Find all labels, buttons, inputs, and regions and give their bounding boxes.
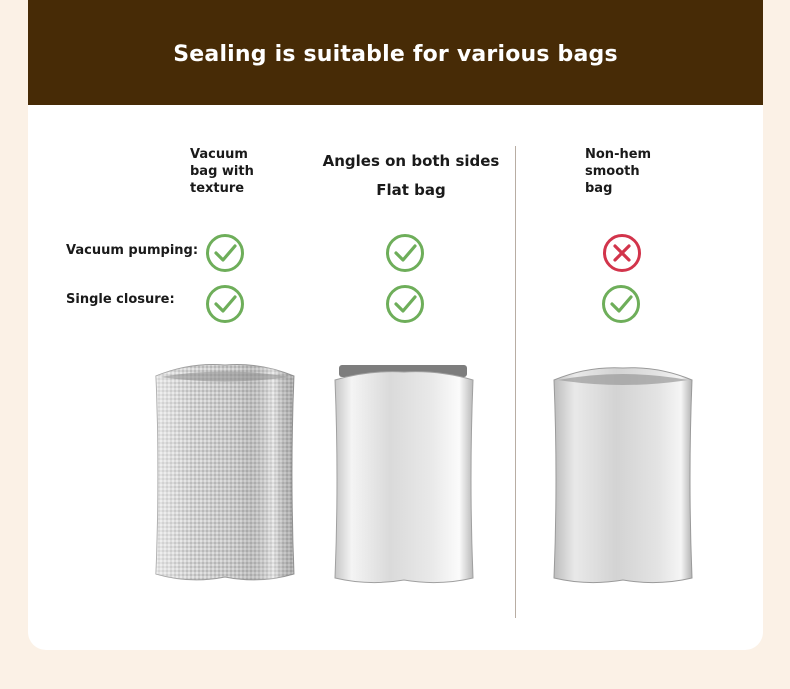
cross-circle-icon xyxy=(602,233,642,273)
row-label-vacuum-pumping: Vacuum pumping: xyxy=(66,243,199,258)
column-header-textured-bag xyxy=(190,146,270,197)
flat-bag-image xyxy=(333,364,475,586)
header-line: Angles on both sides xyxy=(322,152,500,170)
check-circle-icon xyxy=(385,233,425,273)
check-circle-icon xyxy=(205,233,245,273)
banner-title: Sealing is suitable for various bags xyxy=(173,42,618,67)
textured-bag-image xyxy=(154,362,296,584)
header-line: Flat bag xyxy=(376,181,446,199)
row-label-single-closure: Single closure: xyxy=(66,292,175,307)
column-divider xyxy=(515,146,516,618)
comparison-card xyxy=(28,0,763,650)
header-line: smooth xyxy=(585,164,640,179)
header-line: texture xyxy=(190,181,245,196)
column-header-smooth-bag xyxy=(585,146,665,197)
check-circle-icon xyxy=(205,284,245,324)
header-line: Vacuum xyxy=(190,147,248,162)
header-line: bag xyxy=(585,181,613,196)
header-line: bag with xyxy=(190,164,254,179)
check-circle-icon xyxy=(385,284,425,324)
check-circle-icon xyxy=(601,284,641,324)
title-banner xyxy=(28,0,763,105)
smooth-bag-image xyxy=(552,364,694,586)
column-header-flat-bag xyxy=(298,147,524,205)
header-line: Non-hem xyxy=(585,147,652,162)
